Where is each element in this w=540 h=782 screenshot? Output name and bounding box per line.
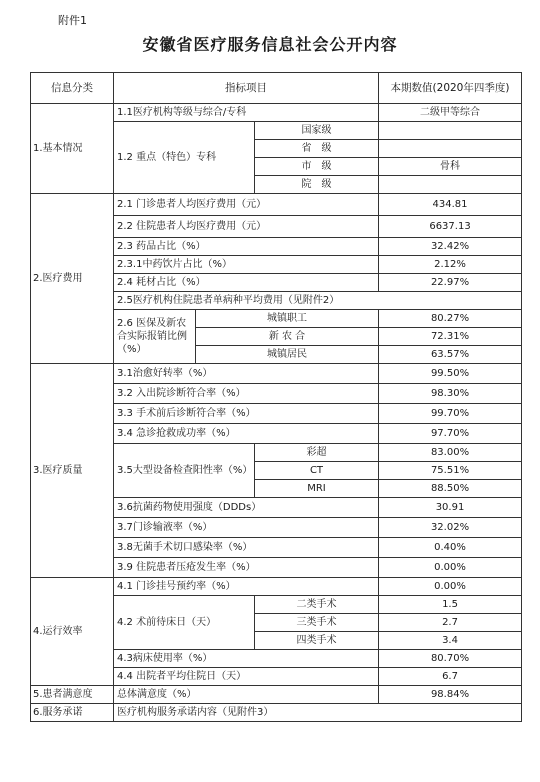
indicator-value: 97.70% [379,424,522,444]
sub-label: MRI [255,480,379,498]
table-row [31,104,522,122]
indicator-label: 4.4 出院者平均住院日（天） [114,668,379,686]
category-cost: 2.医疗费用 [31,194,114,364]
indicator-label: 3.7门诊输液率（%） [114,518,379,538]
indicator-label: 4.2 术前待床日（天） [114,596,255,650]
indicator-value: 二级甲等综合 [379,104,522,122]
indicator-label: 总体满意度（%） [114,686,379,704]
indicator-value [379,176,522,194]
indicator-label: 1.1医疗机构等级与综合/专科 [114,104,379,122]
indicator-value: 0.00% [379,558,522,578]
indicator-value: 72.31% [379,328,522,346]
indicator-label: 3.5大型设备检查阳性率（%） [114,444,255,498]
disclosure-table [30,72,522,722]
indicator-label: 2.3 药品占比（%） [114,238,379,256]
indicator-label: 3.9 住院患者压疮发生率（%） [114,558,379,578]
sub-label: 省 级 [255,140,379,158]
indicator-value: 6637.13 [379,216,522,238]
category-quality: 3.医疗质量 [31,364,114,578]
indicator-value: 30.91 [379,498,522,518]
indicator-label: 医疗机构服务承诺内容（见附件3） [114,704,522,722]
indicator-value: 434.81 [379,194,522,216]
category-efficiency: 4.运行效率 [31,578,114,686]
sub-label: 四类手术 [255,632,379,650]
indicator-label: 4.3病床使用率（%） [114,650,379,668]
header-category: 信息分类 [31,73,114,104]
attachment-label: 附件1 [58,14,87,27]
indicator-value: 98.84% [379,686,522,704]
category-basic: 1.基本情况 [31,104,114,194]
indicator-value: 98.30% [379,384,522,404]
indicator-label: 2.5医疗机构住院患者单病种平均费用（见附件2） [114,292,522,310]
sub-label: CT [255,462,379,480]
indicator-label: 3.1治愈好转率（%） [114,364,379,384]
sub-label: 二类手术 [255,596,379,614]
table-row [31,704,522,722]
indicator-label: 3.6抗菌药物使用强度（DDDs） [114,498,379,518]
sub-label: 城镇居民 [196,346,379,364]
indicator-value: 32.42% [379,238,522,256]
indicator-value: 88.50% [379,480,522,498]
indicator-value [379,140,522,158]
header-value: 本期数值(2020年四季度) [379,73,522,104]
indicator-label: 4.1 门诊挂号预约率（%） [114,578,379,596]
sub-label: 三类手术 [255,614,379,632]
indicator-label: 2.1 门诊患者人均医疗费用（元） [114,194,379,216]
indicator-value: 63.57% [379,346,522,364]
indicator-value: 80.27% [379,310,522,328]
indicator-value: 83.00% [379,444,522,462]
indicator-label: 3.3 手术前后诊断符合率（%） [114,404,379,424]
page-title: 安徽省医疗服务信息社会公开内容 [142,35,398,54]
indicator-value: 6.7 [379,668,522,686]
table-row [31,686,522,704]
indicator-value: 0.40% [379,538,522,558]
indicator-label: 2.3.1中药饮片占比（%） [114,256,379,274]
indicator-label: 3.2 入出院诊断符合率（%） [114,384,379,404]
sub-label: 城镇职工 [196,310,379,328]
sub-label: 市 级 [255,158,379,176]
indicator-label: 1.2 重点（特色）专科 [114,122,255,194]
sub-label: 国家级 [255,122,379,140]
indicator-label: 2.4 耗材占比（%） [114,274,379,292]
indicator-value: 2.12% [379,256,522,274]
indicator-value: 0.00% [379,578,522,596]
table-row [31,194,522,216]
indicator-label: 3.4 急诊抢救成功率（%） [114,424,379,444]
header-indicator: 指标项目 [114,73,379,104]
table-header-row [31,73,522,104]
sub-label: 院 级 [255,176,379,194]
category-satisfaction: 5.患者满意度 [31,686,114,704]
indicator-value: 3.4 [379,632,522,650]
indicator-value: 75.51% [379,462,522,480]
table-row [31,364,522,384]
indicator-value [379,122,522,140]
sub-label: 新 农 合 [196,328,379,346]
indicator-value: 1.5 [379,596,522,614]
indicator-value: 22.97% [379,274,522,292]
indicator-value: 99.50% [379,364,522,384]
indicator-label: 2.6 医保及新农合实际报销比例（%） [114,310,196,364]
category-commitment: 6.服务承诺 [31,704,114,722]
sub-label: 彩超 [255,444,379,462]
indicator-label: 3.8无菌手术切口感染率（%） [114,538,379,558]
indicator-value: 32.02% [379,518,522,538]
indicator-value: 2.7 [379,614,522,632]
indicator-value: 80.70% [379,650,522,668]
indicator-value: 骨科 [379,158,522,176]
indicator-value: 99.70% [379,404,522,424]
indicator-label: 2.2 住院患者人均医疗费用（元） [114,216,379,238]
table-row [31,578,522,596]
